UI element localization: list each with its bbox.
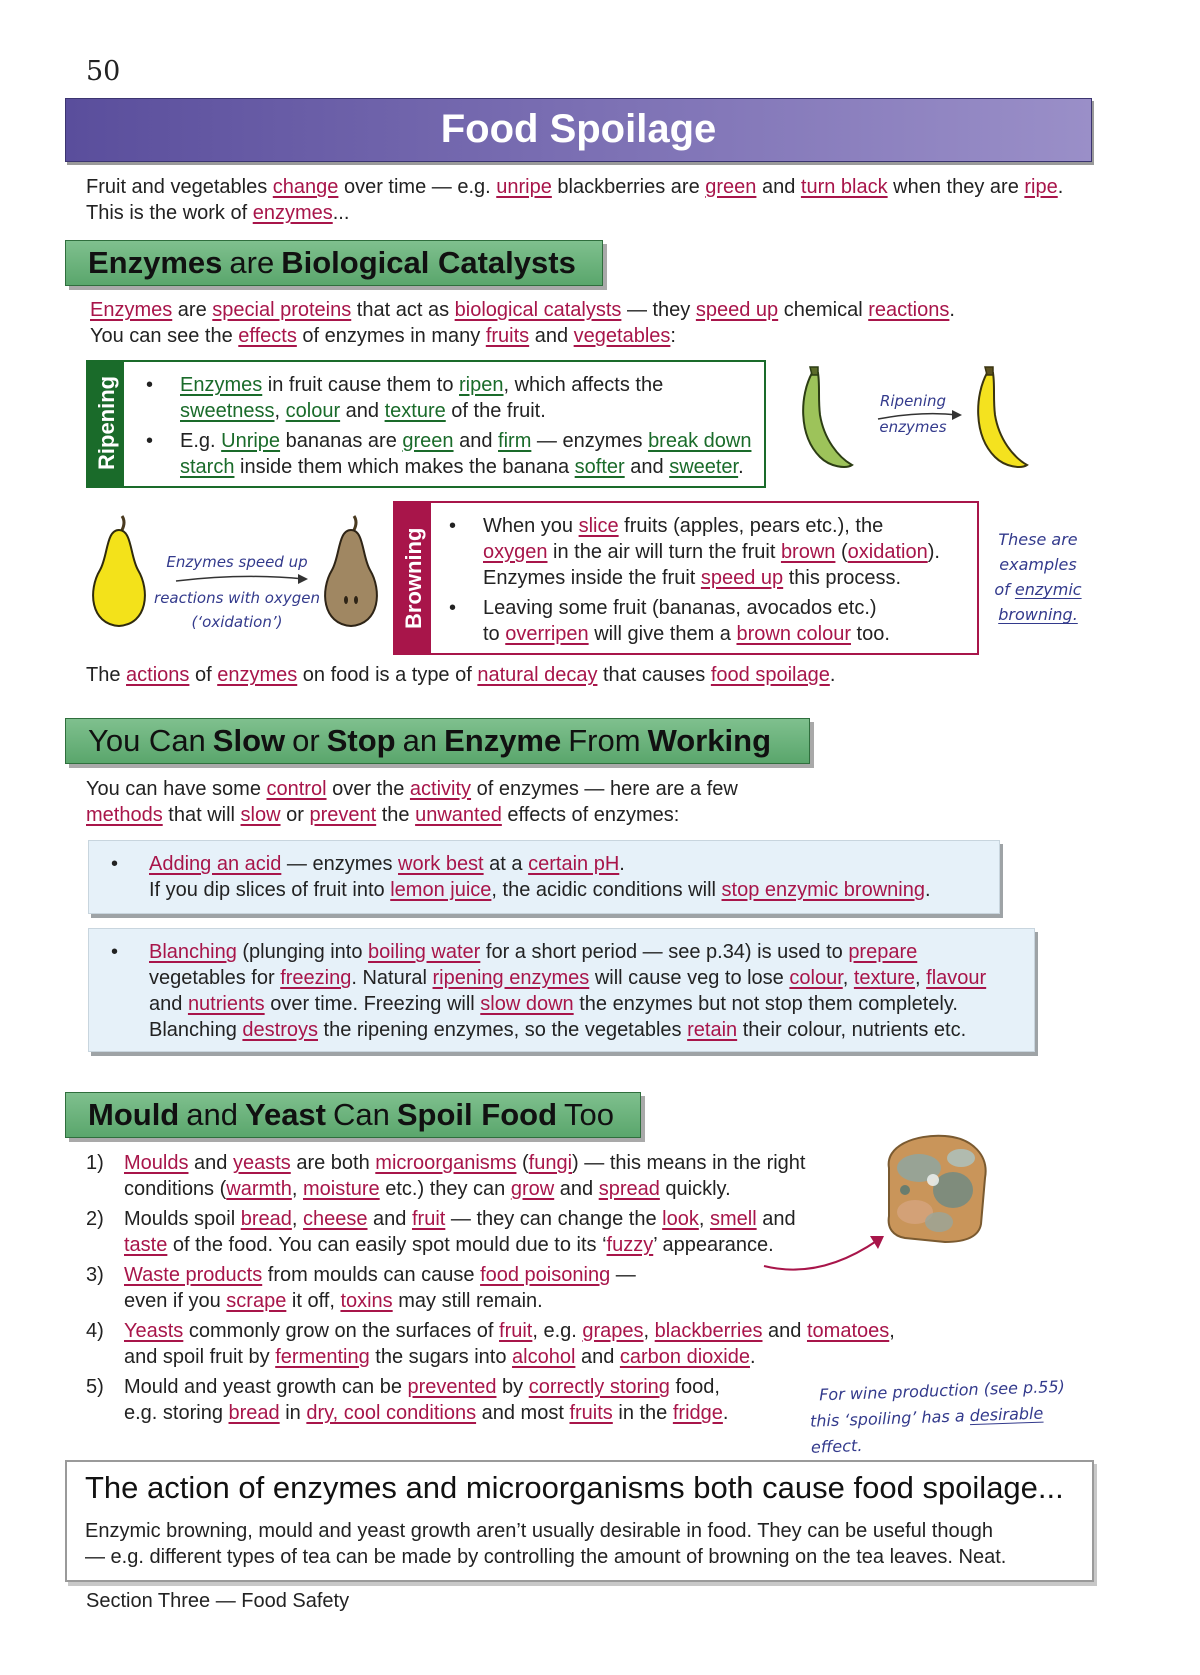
enzymic-browning-note: These are examples of enzymic browning. [994,530,1082,624]
oxidation-note: Enzymes speed up reactions with oxygen (‘oxidation’) [154,553,320,631]
ripening-box [86,360,766,488]
list-item: 3) Waste products from moulds can cause food poisoning — even if you scrape it off, toxins may still remain. [86,1264,636,1312]
catalysts-paragraph: Enzymes are special proteins that act as biological catalysts — they speed up chemical reactions. You can see the effects of enzymes in many fruits and vegetables: [90,299,955,347]
yellow-banana-icon [965,365,1035,475]
list-item: • Blanching (plunging into boiling water for a short period — see p.34) is used to prepare vegetables for freezing. Natural ripening enzymes will cause veg to lose colour, texture, flavour and nutrients over time. Freezing will slow down the enzymes but not stop them completely. Blanching destroys the ripening enzymes, so the vegetables retain their colour, nutrients etc. [101,939,1026,1043]
list-item: 5) Mould and yeast growth can be prevented by correctly storing food, e.g. storing bread in dry, cool conditions and most fruits in the fridge. [86,1376,729,1424]
summary-box [65,1460,1094,1582]
arrow-right-icon [174,571,314,587]
blanching-method-box [88,928,1035,1052]
section-heading-mould-yeast: Mould and Yeast Can Spoil Food Too [65,1092,641,1138]
wine-production-note: For wine production (see p.55) this ‘spoiling’ has a desirable effect. [809,1376,1066,1457]
section-heading-catalysts: Enzymes are Biological Catalysts [65,240,603,286]
ripening-tab: Ripening [88,362,124,486]
summary-heading: The action of enzymes and microorganisms both cause food spoilage... [85,1470,1064,1505]
arrow-right-icon [876,405,966,425]
summary-body: Enzymic browning, mould and yeast growth aren’t usually desirable in food. They can be useful though — e.g. different types of tea can be made by controlling the amount of browning on the tea leaves. Neat. [85,1520,1007,1568]
page-title: Food Spoilage [440,107,717,151]
curved-arrow-icon [760,1230,900,1278]
control-paragraph: You can have some control over the activity of enzymes — here are a few methods that will slow or prevent the unwanted effects of enzymes: [86,778,738,826]
spoilage-paragraph: The actions of enzymes on food is a type of natural decay that causes food spoilage. [86,664,836,686]
list-item: • Adding an acid — enzymes work best at a certain pH. If you dip slices of fruit into lemon juice, the acidic conditions will stop enzymic browning. [101,851,991,903]
yellow-pear-icon [84,512,154,632]
ripening-enzymes-note: Ripening enzymes [879,392,947,436]
blanching-list [101,939,1026,1043]
list-item: 1) Moulds and yeasts are both microorganisms (fungi) — this means in the right conditions (warmth, moisture etc.) they can grow and spread quickly. [86,1152,806,1200]
browning-tab: Browning [395,503,431,653]
ripening-list [136,372,756,480]
intro-paragraph: Fruit and vegetables change over time — e.g. unripe blackberries are green and turn black when they are ripe. This is the work of enzymes... [86,176,1064,224]
list-item: 4) Yeasts commonly grow on the surfaces of fruit, e.g. grapes, blackberries and tomatoes, and spoil fruit by fermenting the sugars into alcohol and carbon dioxide. [86,1320,895,1368]
green-banana-icon [790,365,860,475]
acid-method-box [88,840,1000,914]
footer-section-label: Section Three — Food Safety [86,1590,350,1612]
browning-list [439,513,969,647]
list-item: • E.g. Unripe bananas are green and firm — enzymes break down starch inside them which makes the banana softer and sweeter. [136,428,756,480]
section-heading-slow-enzyme: You Can Slow or Stop an Enzyme From Working [65,718,810,764]
list-item: • Leaving some fruit (bananas, avocados etc.) to overripen will give them a brown colour too. [439,595,969,647]
page-number: 50 [86,56,121,87]
browning-box [393,501,979,655]
title-bar [65,98,1092,162]
list-item: • Enzymes in fruit cause them to ripen, which affects the sweetness, colour and texture of the fruit. [136,372,756,424]
list-item: • When you slice fruits (apples, pears etc.), the oxygen in the air will turn the fruit brown (oxidation). Enzymes inside the fruit speed up this process. [439,513,969,591]
acid-list [101,851,991,903]
list-item: 2) Moulds spoil bread, cheese and fruit — they can change the look, smell and taste of the food. You can easily spot mould due to its ‘fuzzy’ appearance. [86,1208,796,1256]
brown-pear-icon [316,512,386,632]
